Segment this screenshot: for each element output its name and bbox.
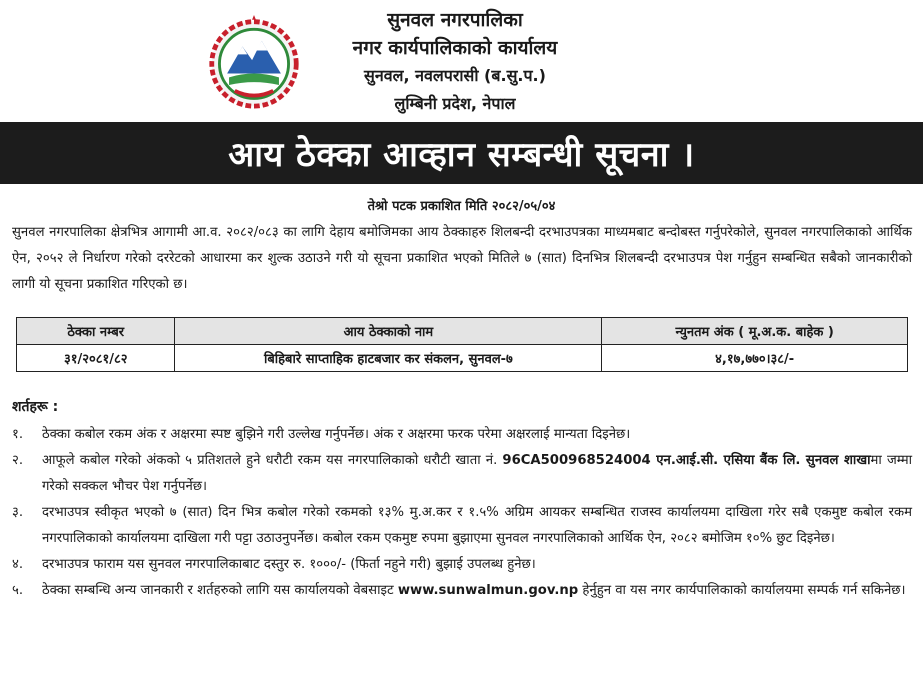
terms-heading: शर्तहरू : [12, 399, 59, 415]
term-number: ४. [12, 557, 24, 572]
term-text [42, 578, 912, 604]
nepal-emblem-icon [205, 14, 303, 110]
column-header-tender-number: ठेक्का नम्बर [17, 318, 175, 345]
term-text-pre: ठेक्का सम्बन्धि अन्य जानकारी र शर्तहरुको लागि यस कार्यालयको वेबसाइट [42, 583, 398, 598]
tender-table [16, 317, 908, 372]
term-text-post: हेर्नुहुन वा यस नगर कार्यपालिकाको कार्यालयमा सम्पर्क गर्न सकिनेछ। [578, 583, 906, 598]
table-header-row [17, 318, 908, 345]
terms-list [12, 422, 912, 604]
term-text-post: मा जम्मा गरेको सक्कल भौचर पेश गर्नुपर्नेछ। [42, 453, 912, 494]
column-header-tender-name: आय ठेक्काको नाम [175, 318, 602, 345]
term-number: ३. [12, 505, 24, 520]
municipality-name: सुनवल नगरपालिका [387, 9, 523, 31]
notice-title-banner: आय ठेक्का आव्हान सम्बन्धी सूचना । [0, 122, 923, 184]
list-item [12, 422, 912, 448]
term-text: दरभाउपत्र फाराम यस सुनवल नगरपालिकाबाट दस्तुर रु. १०००/- (फिर्ता नहुने गरी) बुझाई उपलब्ध हुनेछ। [42, 557, 536, 572]
letterhead [0, 0, 923, 122]
term-number: २. [12, 453, 24, 468]
list-item [12, 448, 912, 500]
cell-tender-name: बिहिबारे साप्ताहिक हाटबजार कर संकलन, सुनवल-७ [175, 345, 602, 372]
term-text: दरभाउपत्र स्वीकृत भएको ७ (सात) दिन भित्र कबोल गरेको रकमको १३% मु.अ.कर र १.५% अग्रिम आयकर सम्बन्धित राजस्व कार्यालयमा दाखिला गरेर सबै एकमुष्ट कबोल रकम नगरपालिकाको कार्यालयमा दाखिला गरी पट्टा उठाउनुपर्नेछ। कबोल रकम एकमुष्ट रुपमा बुझाएमा सुनवल नगरपालिकाको आर्थिक ऐन, २०८२ बमोजिम १०% छुट दिइनेछ। [42, 505, 912, 546]
organization-name [290, 6, 620, 118]
province-country: लुम्बिनी प्रदेश, नेपाल [394, 94, 516, 113]
publication-date: तेश्रो पटक प्रकाशित मिति २०८२/०५/०४ [367, 199, 556, 214]
term-number: ५. [12, 583, 24, 598]
intro-paragraph: सुनवल नगरपालिका क्षेत्रभित्र आगामी आ.व. २०८२/०८३ का लागि देहाय बमोजिमका आय ठेक्काहरु शिलबन्दी दरभाउपत्रका माध्यमबाट बन्दोबस्त गर्नुपरेकोले, सुनवल नगरपालिकाको आर्थिक ऐन, २०५२ ले निर्धारण गरेको दररेटको आधारमा कर शुल्क उठाउने गरी यो सूचना प्रकाशित भएको मितिले ७ (सात) दिनभित्र शिलबन्दी दरभाउपत्र पेश गर्नुहुन सम्बन्धित सबैको जानकारीको लागी यो सूचना प्रकाशित गरिएको छ। [12, 225, 912, 292]
term-text-pre: आफूले कबोल गरेको अंकको ५ प्रतिशतले हुने धरौटी रकम यस नगरपालिकाको धरौटी खाता नं. [42, 453, 503, 468]
cell-minimum-amount: ४,१७,७७०।३८/- [602, 345, 908, 372]
office-name: नगर कार्यपालिकाको कार्यालय [352, 37, 558, 59]
list-item [12, 578, 912, 604]
list-item [12, 552, 912, 578]
term-text: ठेक्का कबोल रकम अंक र अक्षरमा स्पष्ट बुझिने गरी उल्लेख गर्नुपर्नेछ। अंक र अक्षरमा फरक परेमा अक्षरलाई मान्यता दिइनेछ। [42, 427, 631, 442]
bank-account-details: 96CA500968524004 एन.आई.सी. एसिया बैंक लि. सुनवल शाखा [502, 453, 871, 468]
table-row [17, 345, 908, 372]
website-link[interactable]: www.sunwalmun.gov.np [397, 583, 579, 598]
office-address: सुनवल, नवलपरासी (ब.सु.प.) [364, 66, 546, 85]
list-item [12, 500, 912, 552]
term-number: १. [12, 427, 24, 442]
column-header-minimum-amount: न्युनतम अंक ( मू.अ.क. बाहेक ) [602, 318, 908, 345]
term-text [42, 448, 912, 500]
cell-tender-number: ३१/२०८१/८२ [17, 345, 175, 372]
